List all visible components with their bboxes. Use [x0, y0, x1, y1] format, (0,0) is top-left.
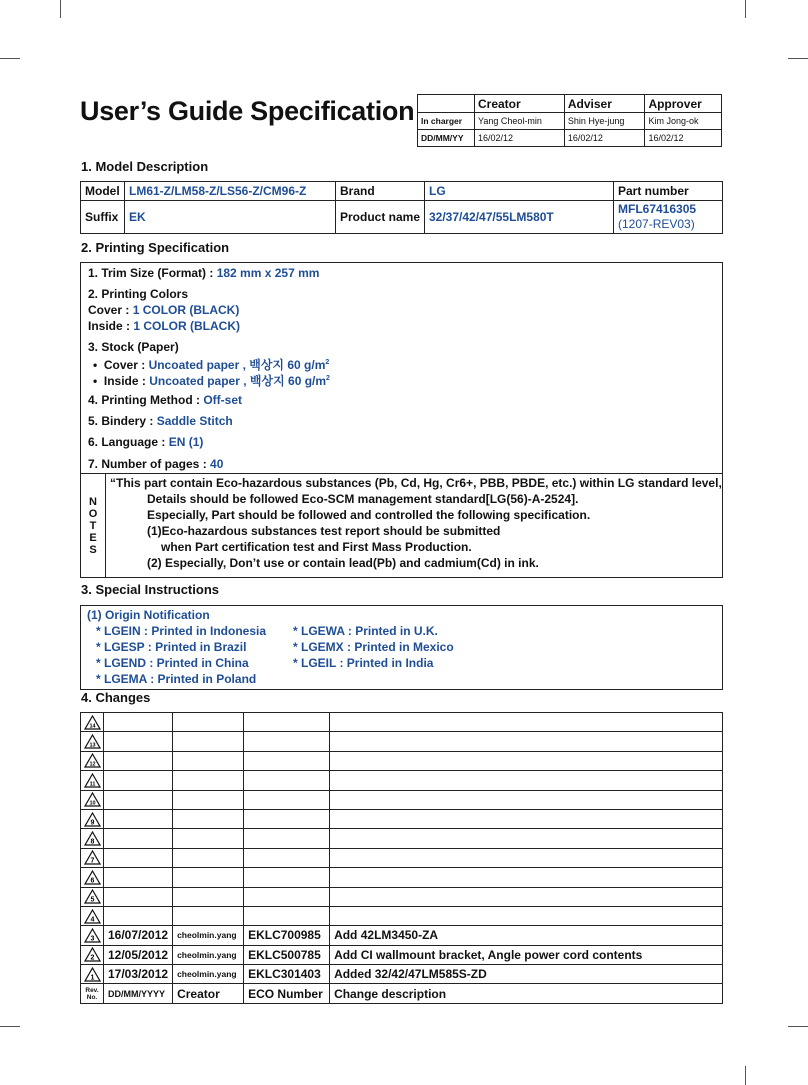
printing-method-line — [88, 393, 242, 407]
creator-cell — [173, 868, 244, 887]
brand-value: LG — [425, 182, 614, 201]
approval-row — [418, 130, 722, 147]
crop-mark — [0, 58, 20, 59]
date-cell — [104, 829, 173, 848]
eco-number-header: ECO Number — [244, 984, 330, 1003]
date-cell: 17/03/2012 — [104, 965, 173, 984]
superscript: 2 — [326, 375, 330, 382]
eco-number-cell — [244, 887, 330, 906]
revision-triangle-icon — [84, 753, 101, 768]
eco-number-cell — [244, 906, 330, 925]
crop-mark — [745, 0, 746, 18]
rev-cell — [81, 868, 104, 887]
change-row — [81, 906, 723, 925]
stock-inside-line — [93, 372, 330, 389]
page-title: User’s Guide Specification — [80, 96, 415, 126]
pages-line — [88, 457, 223, 471]
stock-inside-label: Inside : — [103, 374, 150, 388]
change-row — [81, 713, 723, 732]
bullet-icon: • — [93, 358, 104, 372]
crop-mark — [0, 1026, 20, 1027]
date-cell — [104, 848, 173, 867]
change-row — [81, 926, 723, 945]
rev-number: 4 — [90, 916, 94, 924]
revision-triangle-icon — [84, 928, 101, 943]
change-row — [81, 771, 723, 790]
date-cell — [104, 790, 173, 809]
date-cell — [104, 751, 173, 770]
change-description-cell — [330, 751, 723, 770]
rev-number: 5 — [90, 896, 94, 904]
revision-triangle-icon — [84, 889, 101, 904]
creator-cell — [173, 713, 244, 732]
creator-cell — [173, 790, 244, 809]
approval-cell: Kim Jong-ok — [645, 113, 722, 130]
printing-spec-box — [80, 262, 723, 578]
changes-table — [80, 712, 723, 1004]
rev-number: 13 — [88, 742, 96, 749]
rev-cell — [81, 906, 104, 925]
bindery-value: Saddle Stitch — [156, 414, 233, 428]
changes-body — [81, 713, 723, 984]
change-description-header: Change description — [330, 984, 723, 1003]
part-number-value: MFL67416305 — [618, 202, 697, 216]
product-name-value: 32/37/42/47/55LM580T — [425, 201, 614, 234]
superscript: 2 — [325, 359, 330, 366]
notes-line: Details should be followed Eco-SCM management standard[LG(56)-A-2524]. — [147, 492, 579, 506]
rev-no-header — [81, 984, 104, 1003]
eco-number-cell: EKLC700985 — [244, 926, 330, 945]
creator-cell — [173, 809, 244, 828]
inside-color-value: 1 COLOR (BLACK) — [133, 319, 241, 333]
eco-number-cell — [244, 829, 330, 848]
rev-cell — [81, 887, 104, 906]
change-description-cell — [330, 771, 723, 790]
model-row — [81, 182, 723, 201]
section-title-special: 3. Special Instructions — [81, 582, 219, 597]
rev-cell — [81, 771, 104, 790]
notes-letter: O — [88, 508, 98, 520]
suffix-label: Suffix — [81, 201, 125, 234]
rev-no-header-top: Rev. — [85, 986, 99, 994]
change-row — [81, 809, 723, 828]
notes-letter: S — [89, 544, 97, 556]
stock-cover-label: Cover : — [103, 358, 149, 372]
pages-value: 40 — [210, 457, 224, 471]
notes-line: “This part contain Eco-hazardous substances (Pb, Cd, Hg, Cr6+, PBB, PBDE, etc.) within LG standard level, — [110, 476, 722, 490]
revision-triangle-icon — [84, 850, 101, 865]
printing-method-label: 4. Printing Method : — [88, 393, 204, 407]
date-cell — [104, 732, 173, 751]
change-description-cell: Added 32/42/47LM585S-ZD — [330, 965, 723, 984]
section-title-printing: 2. Printing Specification — [81, 240, 230, 255]
approval-header-blank — [418, 95, 475, 113]
origin-item: * LGEWA : Printed in U.K. — [293, 624, 438, 638]
suffix-value: EK — [125, 201, 336, 234]
rev-cell — [81, 732, 104, 751]
revision-triangle-icon — [84, 812, 101, 827]
model-table — [80, 181, 723, 234]
stock-cover-value: Uncoated paper , 백상지 60 g/m — [148, 358, 326, 372]
rev-cell — [81, 751, 104, 770]
eco-number-cell — [244, 771, 330, 790]
creator-cell: cheolmin.yang — [173, 926, 244, 945]
special-instructions-box — [80, 605, 723, 690]
approval-cell: 16/02/12 — [475, 130, 565, 147]
rev-cell — [81, 713, 104, 732]
trim-size-value: 182 mm x 257 mm — [216, 266, 320, 280]
origin-item: * LGEIL : Printed in India — [293, 656, 434, 670]
creator-cell — [173, 848, 244, 867]
cover-color-value: 1 COLOR (BLACK) — [132, 303, 240, 317]
notes-area — [81, 473, 722, 578]
notes-line: (2) Especially, Don’t use or contain lead(Pb) and cadmium(Cd) in ink. — [147, 556, 539, 570]
part-number-cell — [614, 201, 723, 234]
creator-cell: cheolmin.yang — [173, 945, 244, 964]
model-label: Model — [81, 182, 125, 201]
notes-label — [81, 474, 106, 578]
crop-mark — [60, 0, 61, 18]
origin-item: * LGESP : Printed in Brazil — [96, 640, 247, 654]
notes-letter: E — [89, 532, 97, 544]
creator-header: Creator — [173, 984, 244, 1003]
rev-number: 3 — [90, 935, 94, 943]
creator-cell: cheolmin.yang — [173, 965, 244, 984]
creator-cell — [173, 829, 244, 848]
change-description-cell — [330, 906, 723, 925]
rev-cell — [81, 945, 104, 964]
approval-header-adviser: Adviser — [564, 95, 645, 113]
change-row — [81, 790, 723, 809]
eco-number-cell — [244, 790, 330, 809]
revision-triangle-icon — [84, 909, 101, 924]
rev-number: 2 — [90, 954, 94, 962]
change-description-cell — [330, 790, 723, 809]
approval-cell: 16/02/12 — [564, 130, 645, 147]
revision-triangle-icon — [84, 947, 101, 962]
date-cell — [104, 771, 173, 790]
origin-item: * LGEIN : Printed in Indonesia — [96, 624, 267, 638]
date-cell: 12/05/2012 — [104, 945, 173, 964]
date-header: DD/MM/YYYY — [104, 984, 173, 1003]
change-description-cell — [330, 713, 723, 732]
date-cell — [104, 906, 173, 925]
notes-line: Especially, Part should be followed and controlled the following specification. — [147, 508, 591, 522]
inside-color-line — [88, 319, 240, 333]
rev-number: 7 — [90, 857, 94, 865]
revision-triangle-icon — [84, 792, 101, 807]
revision-triangle-icon — [84, 734, 101, 749]
rev-cell — [81, 829, 104, 848]
trim-size-line — [88, 266, 319, 280]
origin-item: * LGEND : Printed in China — [96, 656, 249, 670]
rev-number: 9 — [90, 819, 94, 827]
change-description-cell: Add 42LM3450-ZA — [330, 926, 723, 945]
change-row — [81, 887, 723, 906]
change-row — [81, 945, 723, 964]
revision-triangle-icon — [84, 831, 101, 846]
rev-cell — [81, 790, 104, 809]
stock-inside-value: Uncoated paper , 백상지 60 g/m — [149, 374, 327, 388]
approval-table — [417, 94, 722, 147]
language-label: 6. Language : — [88, 435, 169, 449]
printing-colors-label: 2. Printing Colors — [88, 287, 189, 301]
pages-label: 7. Number of pages : — [88, 457, 211, 471]
approval-cell: 16/02/12 — [645, 130, 722, 147]
bindery-line — [88, 414, 233, 428]
rev-number: 11 — [89, 781, 95, 788]
revision-triangle-icon — [84, 773, 101, 788]
creator-cell — [173, 732, 244, 751]
rev-number: 8 — [90, 838, 94, 846]
creator-cell — [173, 771, 244, 790]
crop-mark — [745, 1066, 746, 1085]
change-description-cell — [330, 732, 723, 751]
suffix-row — [81, 201, 723, 234]
change-row — [81, 751, 723, 770]
brand-label: Brand — [336, 182, 425, 201]
origin-notification-heading: (1) Origin Notification — [87, 608, 210, 622]
change-row — [81, 965, 723, 984]
language-value: EN (1) — [168, 435, 204, 449]
date-cell — [104, 809, 173, 828]
section-title-changes: 4. Changes — [81, 690, 151, 705]
approval-header-approver: Approver — [645, 95, 722, 113]
cover-color-line — [88, 303, 239, 317]
approval-cell: Yang Cheol-min — [475, 113, 565, 130]
part-number-revision: (1207-REV03) — [618, 217, 695, 231]
change-row — [81, 829, 723, 848]
change-description-cell: Add CI wallmount bracket, Angle power cord contents — [330, 945, 723, 964]
bullet-icon: • — [93, 374, 104, 388]
notes-letter: T — [89, 520, 97, 532]
approval-header-creator: Creator — [475, 95, 565, 113]
change-description-cell — [330, 829, 723, 848]
approval-row-label: DD/MM/YY — [418, 130, 475, 147]
rev-cell — [81, 848, 104, 867]
change-description-cell — [330, 848, 723, 867]
change-description-cell — [330, 809, 723, 828]
approval-cell: Shin Hye-jung — [564, 113, 645, 130]
date-cell: 16/07/2012 — [104, 926, 173, 945]
approval-header-row — [418, 95, 722, 113]
language-line — [88, 435, 203, 449]
eco-number-cell — [244, 732, 330, 751]
rev-number: 14 — [88, 723, 96, 730]
notes-letter: N — [89, 496, 97, 508]
rev-cell — [81, 926, 104, 945]
stock-cover-line — [93, 356, 329, 373]
creator-cell — [173, 887, 244, 906]
rev-number: 10 — [88, 800, 96, 807]
date-cell — [104, 713, 173, 732]
cover-color-label: Cover : — [88, 303, 133, 317]
eco-number-cell: EKLC500785 — [244, 945, 330, 964]
changes-header-row — [81, 984, 723, 1003]
revision-triangle-icon — [84, 967, 101, 982]
revision-triangle-icon — [84, 715, 101, 730]
eco-number-cell: EKLC301403 — [244, 965, 330, 984]
stock-label: 3. Stock (Paper) — [88, 340, 179, 354]
product-name-label: Product name — [336, 201, 425, 234]
date-cell — [104, 887, 173, 906]
eco-number-cell — [244, 713, 330, 732]
change-row — [81, 848, 723, 867]
part-number-label: Part number — [614, 182, 723, 201]
section-title-model: 1. Model Description — [81, 159, 209, 174]
model-value: LM61-Z/LM58-Z/LS56-Z/CM96-Z — [125, 182, 336, 201]
rev-cell — [81, 809, 104, 828]
creator-cell — [173, 906, 244, 925]
rev-number: 1 — [90, 974, 94, 982]
date-cell — [104, 868, 173, 887]
bindery-label: 5. Bindery : — [88, 414, 157, 428]
rev-number: 12 — [88, 761, 96, 768]
eco-number-cell — [244, 751, 330, 770]
origin-item: * LGEMX : Printed in Mexico — [293, 640, 454, 654]
rev-cell — [81, 965, 104, 984]
crop-mark — [788, 1026, 808, 1027]
printing-method-value: Off-set — [203, 393, 242, 407]
crop-mark — [788, 58, 808, 59]
change-description-cell — [330, 887, 723, 906]
eco-number-cell — [244, 848, 330, 867]
rev-number: 6 — [90, 877, 94, 885]
notes-line: when Part certification test and First Mass Production. — [161, 540, 472, 554]
rev-no-header-bottom: No. — [86, 993, 98, 1001]
inside-color-label: Inside : — [88, 319, 134, 333]
notes-line: (1)Eco-hazardous substances test report should be submitted — [147, 524, 501, 538]
change-row — [81, 868, 723, 887]
change-row — [81, 732, 723, 751]
change-description-cell — [330, 868, 723, 887]
origin-item: * LGEMA : Printed in Poland — [96, 672, 257, 686]
revision-triangle-icon — [84, 870, 101, 885]
approval-row — [418, 113, 722, 130]
eco-number-cell — [244, 809, 330, 828]
creator-cell — [173, 751, 244, 770]
approval-row-label: In charger — [418, 113, 475, 130]
eco-number-cell — [244, 868, 330, 887]
trim-size-label: 1. Trim Size (Format) : — [88, 266, 217, 280]
